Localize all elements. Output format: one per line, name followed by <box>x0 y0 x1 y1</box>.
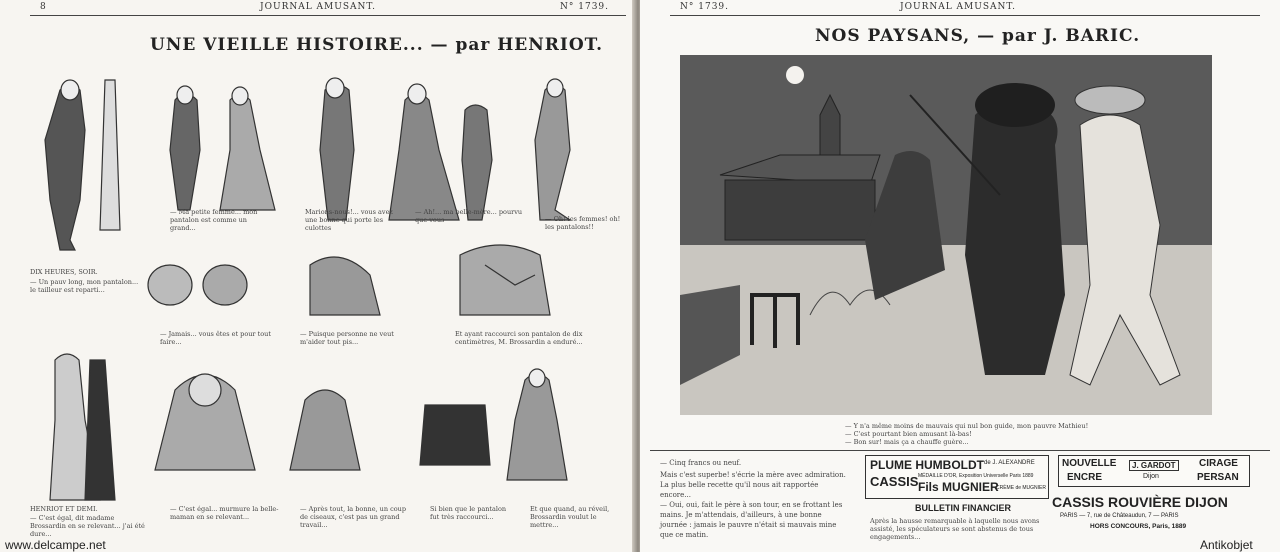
encre-line-2: ENCRE <box>1067 472 1103 483</box>
page-number: 8 <box>40 2 47 12</box>
bulletin-heading: BULLETIN FINANCIER <box>915 503 1011 513</box>
cartoon-title: NOS PAYSANS, — par J. BARIC. <box>815 26 1141 46</box>
caption-7: — Jamais... vous êtes et pour tout faire... <box>160 330 271 346</box>
caption-13: — Après tout, la bonne, un coup de ciseaux, c'est pas un grand travail... <box>300 505 407 529</box>
comic-strip-illustrations <box>25 60 625 540</box>
gardot-label: J. GARDOT <box>1129 460 1179 471</box>
persan-line: PERSAN <box>1197 472 1239 483</box>
encre-line-1: NOUVELLE <box>1062 458 1117 469</box>
bulletin-text: Après la hausse remarquable à laquelle nous avons assisté, les spéculateurs se sont abstenus de tous engagements... <box>870 517 1040 541</box>
plume-title: PLUME HUMBOLDT <box>870 458 984 472</box>
hors-concours: HORS CONCOURS, Paris, 1889 <box>1090 523 1187 530</box>
caption-14: Si bien que le pantalon fut très raccourci... <box>430 505 507 521</box>
cartoon-caption-3: — Bon sur! mais ça a chauffe guère... <box>845 438 969 446</box>
mugnier-word: Fils MUGNIER <box>918 480 999 494</box>
gardot-dijon: Dijon <box>1143 473 1159 480</box>
cartoon-caption-2: — C'est pourtant bien amusant là-bas! <box>845 430 972 438</box>
watermark-left: www.delcampe.net <box>5 538 106 552</box>
header-rule-right <box>670 15 1260 16</box>
left-page <box>0 0 636 552</box>
caption-9: Et ayant raccourci son pantalon de dix centimètres, M. Brossardin a enduré... <box>455 330 583 346</box>
article-para-1: — Cinq francs ou neuf. <box>660 459 742 467</box>
caption-12: — C'est égal... murmure la belle-maman en se relevant... <box>170 505 279 521</box>
plume-subtitle: de J. ALEXANDRE <box>984 460 1035 466</box>
ad-gardot-encre <box>1058 455 1250 487</box>
winter-scene-illustration <box>680 55 1212 415</box>
article-para-2: Mais c'est superbe! s'écrie la mère avec admiration. La plus belle recette qu'il nous ait rapportée encore... <box>660 471 846 499</box>
mid-rule <box>650 450 1270 451</box>
cartoon-caption-1: — Y n'a même moins de mauvais qui nul bon guide, mon pauvre Mathieu! <box>845 422 1089 430</box>
caption-11: — C'est égal, dit madame Brossardin en se relevant... j'ai été dure... <box>30 514 145 538</box>
caption-3: Marions-nous!... vous avez une bonne qui porte les culottes <box>305 208 393 232</box>
running-head: JOURNAL AMUSANT. <box>260 2 376 12</box>
caption-2: — Ma petite femme... mon pantalon est comme un grand... <box>170 208 258 232</box>
creme-line: CRÈME de MUGNIER <box>996 485 1047 491</box>
caption-10: HENRIOT ET DEMI. <box>30 505 98 513</box>
cirage-line: CIRAGE <box>1199 458 1238 469</box>
caption-8: — Puisque personne ne veut m'aider tout pis... <box>300 330 394 346</box>
cassis-rouviere: CASSIS ROUVIÈRE DIJON <box>1052 494 1228 510</box>
watermark-right: Antikobjet <box>1200 538 1253 552</box>
comic-title: UNE VIEILLE HISTOIRE... — par HENRIOT. <box>150 35 604 55</box>
caption-6: — Un pauv long, mon pantalon... le tailleur est reparti... <box>30 278 139 294</box>
rouviere-address: PARIS — 7, rue de Châteaudun, 7 — PARIS <box>1060 513 1179 519</box>
cassis-word: CASSIS <box>870 474 919 489</box>
ad-plume-mugnier <box>865 455 1049 499</box>
running-head-right: JOURNAL AMUSANT. <box>900 2 1016 12</box>
right-page <box>640 0 1280 552</box>
issue-number: N° 1739. <box>560 2 610 12</box>
medal-line: MÉDAILLE D'OR, Exposition Universelle Paris 1889 <box>918 473 1034 479</box>
caption-4: — Ah!... ma belle-mère... pourvu que vous <box>415 208 523 224</box>
caption-15: Et que quand, au réveil, Brossardin voulut le mettre... <box>530 505 610 529</box>
issue-number-right: N° 1739. <box>680 2 730 12</box>
caption-1: DIX HEURES, SOIR. <box>30 268 98 276</box>
caption-5: — Oh! les femmes! oh! les pantalons!! <box>545 215 621 231</box>
article-para-3: — Oui, oui, fait le père à son tour, en se frottant les mains. Je m'attendais, d'ailleurs, à une bonne journée : jamais le pauvre n'était si mauvais mine que ce matin. <box>660 501 843 539</box>
header-rule <box>30 15 626 16</box>
